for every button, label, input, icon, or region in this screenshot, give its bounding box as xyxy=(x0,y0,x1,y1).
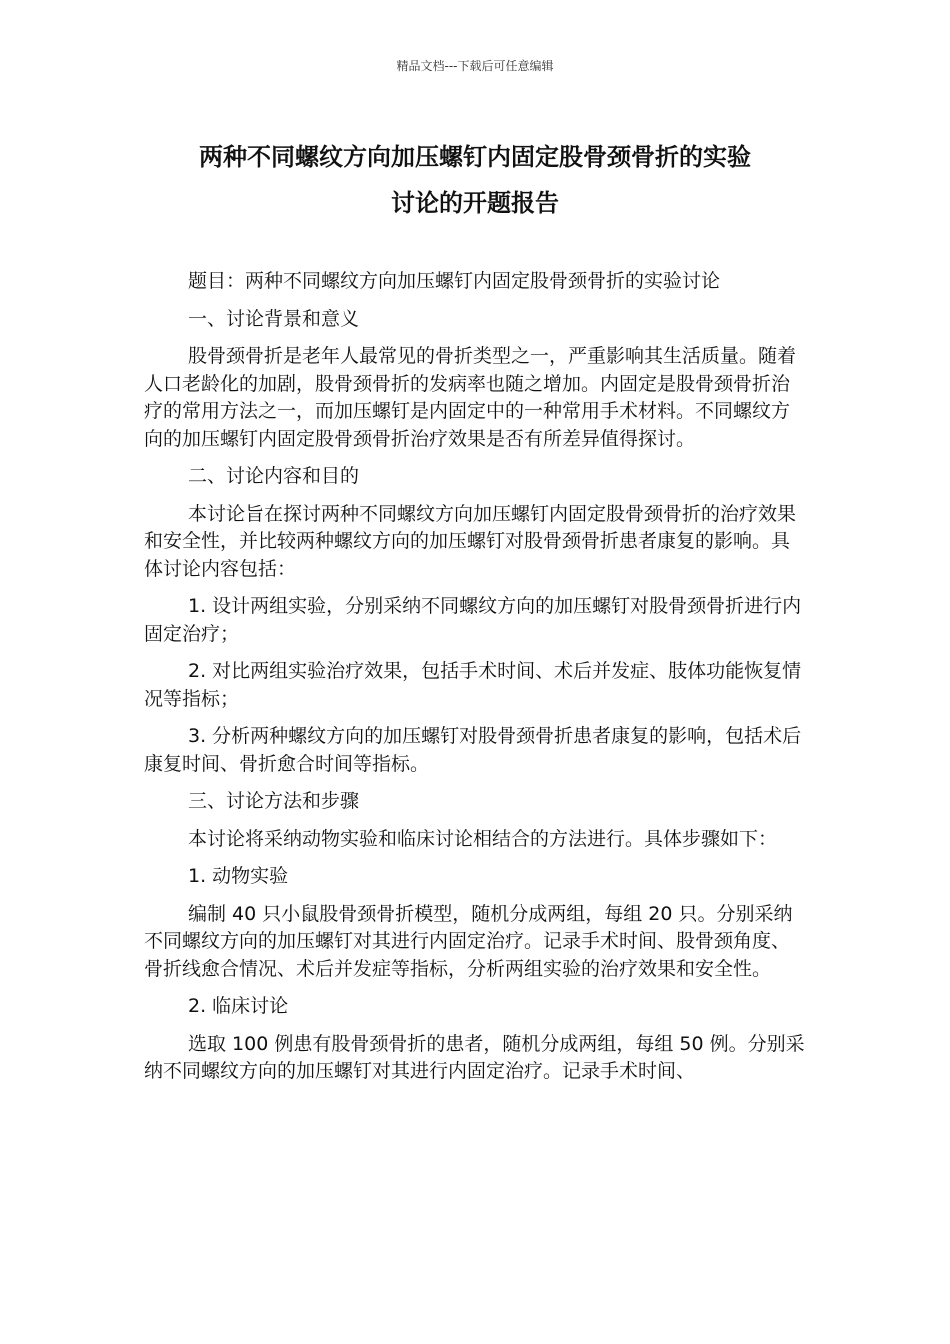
section-heading-content: 二、讨论内容和目的 xyxy=(188,465,360,487)
paragraph-content-intro: 本讨论旨在探讨两种不同螺纹方向加压螺钉内固定股骨颈骨折的治疗效果和安全性，并比较两种螺纹方向的加压螺钉对股骨颈骨折患者康复的影响。具体讨论内容包括： xyxy=(144,502,797,580)
paragraph-background: 股骨颈骨折是老年人最常见的骨折类型之一，严重影响其生活质量。随着人口老龄化的加剧，股骨颈骨折的发病率也随之增加。内固定是股骨颈骨折治疗的常用方法之一，而加压螺钉是内固定中的一种常用手术材料。不同螺纹方向的加压螺钉内固定股骨颈骨折治疗效果是否有所差异值得探讨。 xyxy=(144,345,797,450)
paragraph-animal-experiment: 编制 40 只小鼠股骨颈骨折模型，随机分成两组，每组 20 只。分别采纳不同螺纹方向的加压螺钉对其进行内固定治疗。记录手术时间、股骨颈角度、骨折线愈合情况、术后并发症等指标，分析两组实验的治疗效果和安全性。 xyxy=(144,902,793,980)
list-item-2: 2. 对比两组实验治疗效果，包括手术时间、术后并发症、肢体功能恢复情况等指标； xyxy=(144,660,802,710)
paragraph-clinical-study: 选取 100 例患有股骨颈骨折的患者，随机分成两组，每组 50 例。分别采纳不同螺纹方向的加压螺钉对其进行内固定治疗。记录手术时间、 xyxy=(144,1032,805,1082)
list-item-1: 1. 设计两组实验，分别采纳不同螺纹方向的加压螺钉对股骨颈骨折进行内固定治疗； xyxy=(144,595,802,645)
list-item-3: 3. 分析两种螺纹方向的加压螺钉对股骨颈骨折患者康复的影响，包括术后康复时间、骨折愈合时间等指标。 xyxy=(144,725,802,775)
document-body xyxy=(144,268,806,1096)
subheading-animal-experiment: 1. 动物实验 xyxy=(188,865,289,887)
section-heading-background: 一、讨论背景和意义 xyxy=(188,307,360,330)
paragraph-method-intro: 本讨论将采纳动物实验和临床讨论相结合的方法进行。具体步骤如下： xyxy=(188,827,778,850)
document-title xyxy=(100,134,850,226)
topic-line: 题目：两种不同螺纹方向加压螺钉内固定股骨颈骨折的实验讨论 xyxy=(188,270,721,292)
subheading-clinical-study: 2. 临床讨论 xyxy=(188,995,289,1017)
title-line-2: 讨论的开题报告 xyxy=(391,189,559,217)
title-line-1: 两种不同螺纹方向加压螺钉内固定股骨颈骨折的实验 xyxy=(199,143,751,171)
section-heading-method: 三、讨论方法和步骤 xyxy=(188,790,360,812)
page-header-note: 精品文档---下载后可任意编辑 xyxy=(396,59,554,73)
